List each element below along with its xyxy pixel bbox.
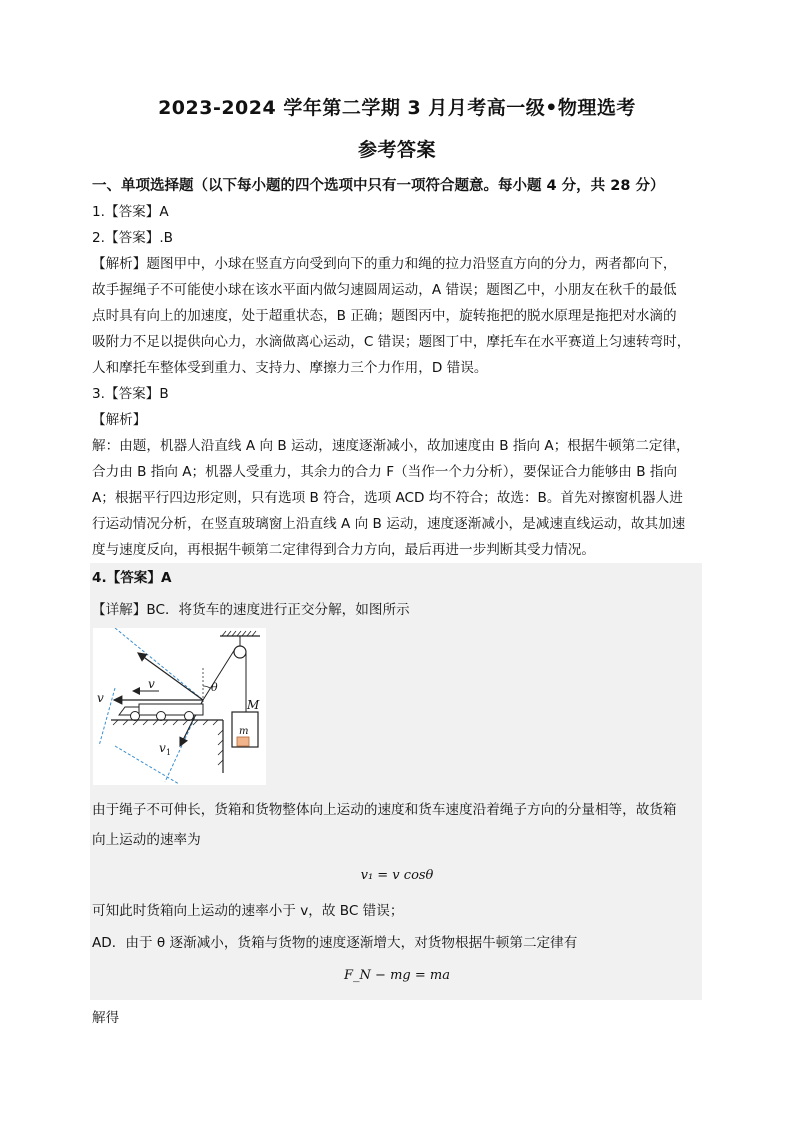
label-v1-subscript: 1 bbox=[166, 748, 172, 757]
label-m: m bbox=[239, 726, 249, 737]
q3-analysis-line: 行运动情况分析，在竖直玻璃窗上沿直线 A 向 B 运动，速度逐渐减小，是减速直线运动，故其加速 bbox=[92, 516, 686, 532]
q4-solve-label: 解得 bbox=[92, 1010, 120, 1026]
q1-answer: 1.【答案】A bbox=[92, 204, 169, 220]
q4-text-line: 向上运动的速率为 bbox=[92, 832, 201, 848]
page-title: 2023-2024 学年第二学期 3 月月考高一级•物理选考 bbox=[158, 97, 636, 119]
label-v-inner: v bbox=[148, 677, 155, 691]
q2-analysis-line: 故手握绳子不可能使小球在该水平面内做匀速圆周运动，A 错误；题图乙中，小朋友在秋千的最低 bbox=[92, 282, 677, 298]
q2-answer: 2.【答案】.B bbox=[92, 230, 173, 246]
q4-text-line: AD．由于 θ 逐渐减小，货箱与货物的速度逐渐增大，对货物根据牛顿第二定律有 bbox=[92, 935, 578, 951]
q2-analysis-line: 吸附力不足以提供向心力，水滴做离心运动，C 错误；题图丁中，摩托车在水平赛道上匀速转弯时， bbox=[92, 334, 691, 350]
q4-detail: 【详解】BC．将货车的速度进行正交分解，如图所示 bbox=[92, 602, 410, 618]
q2-analysis-line: 【解析】题图甲中，小球在竖直方向受到向下的重力和绳的拉力沿竖直方向的分力，两者都向下， bbox=[92, 256, 677, 272]
section-heading: 一、单项选择题（以下每小题的四个选项中只有一项符合题意。每小题 4 分，共 28 分） bbox=[92, 178, 665, 194]
q2-analysis-line: 点时具有向上的加速度，处于超重状态，B 正确；题图丙中，旋转拖把的脱水原理是拖把对水滴的 bbox=[92, 308, 677, 324]
q3-analysis-line: A；根据平行四边形定则，只有选项 B 符合，选项 ACD 均不符合；故选：B。首先对擦窗机器人进 bbox=[92, 490, 683, 506]
q4-answer: 4.【答案】A bbox=[92, 570, 172, 586]
page-subtitle: 参考答案 bbox=[357, 139, 436, 161]
q3-analysis-line: 解：由题，机器人沿直线 A 向 B 运动，速度逐渐减小，故加速度由 B 指向 A；根据牛顿第二定律， bbox=[92, 438, 690, 454]
label-M: M bbox=[247, 698, 260, 712]
q2-analysis-line: 人和摩托车整体受到重力、支持力、摩擦力三个力作用，D 错误。 bbox=[92, 360, 488, 376]
truck-pulley-diagram bbox=[93, 628, 266, 785]
label-v: v bbox=[97, 691, 104, 705]
q3-analysis-line: 合力由 B 指向 A；机器人受重力，其余力的合力 F（当作一个力分析），要保证合力能够由 B 指向 bbox=[92, 464, 678, 480]
q3-analysis-line: 度与速度反向，再根据牛顿第二定律得到合力方向，最后再进一步判断其受力情况。 bbox=[92, 542, 595, 558]
formula-newton: F_N − mg = ma bbox=[344, 968, 450, 983]
label-v1: v bbox=[159, 741, 166, 755]
q4-text-line: 可知此时货箱向上运动的速率小于 v，故 BC 错误； bbox=[92, 903, 404, 919]
q3-answer: 3.【答案】B bbox=[92, 386, 169, 402]
q4-text-line: 由于绳子不可伸长，货箱和货物整体向上运动的速度和货车速度沿着绳子方向的分量相等，故货箱 bbox=[92, 802, 677, 818]
q3-analysis-label: 【解析】 bbox=[92, 412, 147, 428]
formula-v1: v₁ = v cosθ bbox=[360, 868, 434, 883]
label-theta: θ bbox=[211, 681, 218, 694]
